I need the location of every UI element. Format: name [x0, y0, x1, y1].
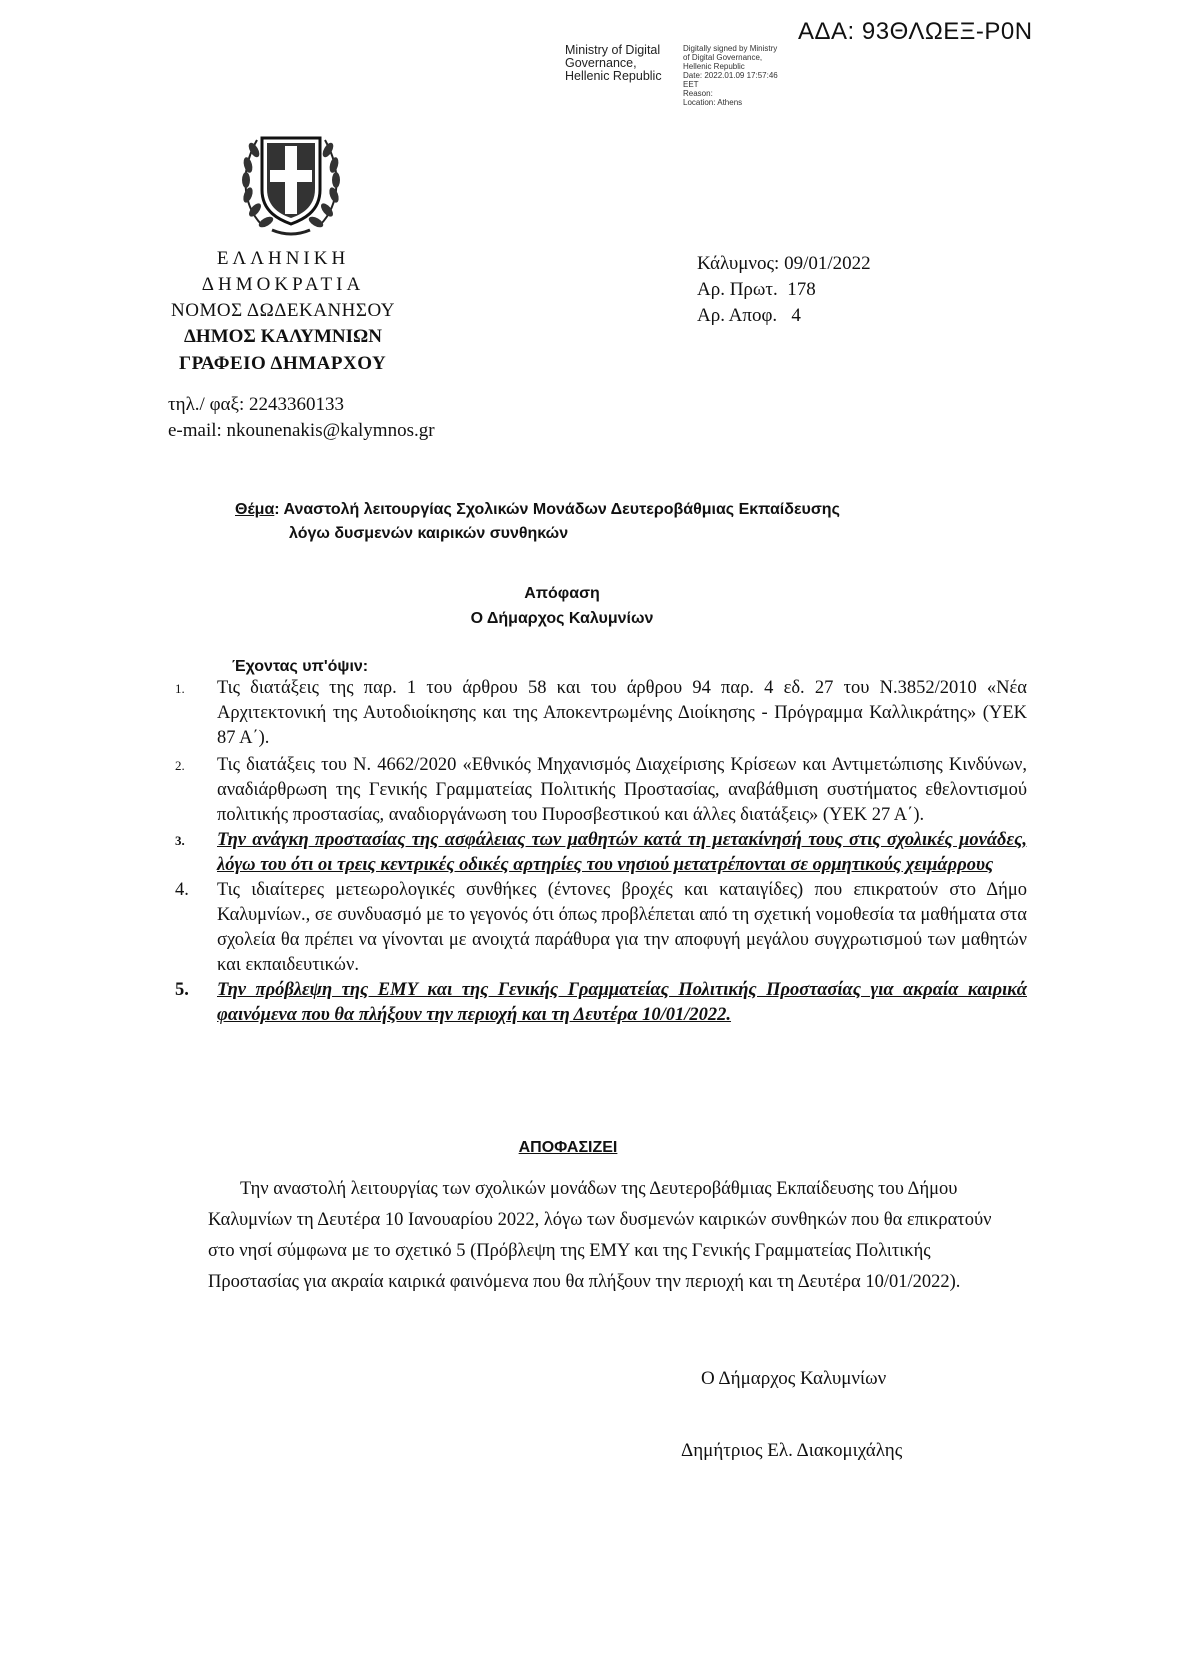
municipality: ΔΗΜΟΣ ΚΑΛΥΜΝΙΩΝ — [184, 326, 382, 347]
list-item — [175, 753, 1027, 828]
signature-detail-line: Digitally signed by Ministry — [683, 44, 778, 53]
list-item-text: Τις ιδιαίτερες μετεωρολογικές συνθήκες (έντονες βροχές και καταιγίδες) που επικρατούν στο Δήμο Καλυμνίων., σε συνδυασμό με το γεγονός ότι όπως προβλέπεται από τη σχετική νομοθεσία τα μαθήματα στα σχολεία θα πρέπει να γίνονται με ανοιχτά παράθυρα για την αποφυγή μεγάλου συγχρωτισμού των μαθητών και εκπαιδευτικών. — [217, 880, 1027, 975]
ada-code: ΑΔΑ: 93ΘΛΩΕΞ-Ρ0Ν — [798, 18, 1033, 45]
list-item-number: 2. — [175, 758, 185, 773]
signature-detail-line: of Digital Governance, — [683, 53, 763, 62]
list-item-text: Τις διατάξεις της παρ. 1 του άρθρου 58 και του άρθρου 94 παρ. 4 εδ. 27 του Ν.3852/2010 «Νέα Αρχιτεκτονική της Αυτοδιοίκησης και της Αποκεντρωμένης Διοίκησης - Πρόγραμμα Καλλικράτης» (ΥΕΚ 87 Α΄). — [217, 678, 1027, 748]
mayor-title: Ο Δήμαρχος Καλυμνίων — [470, 610, 654, 627]
decision-text: Την αναστολή λειτουργίας των σχολικών μονάδων της Δευτεροβάθμιας Εκπαίδευσης του Δήμου Καλυμνίων τη Δευτέρα 10 Ιανουαρίου 2022, λόγω των δυσμενών καιρικών συνθηκών που θα επικρατούν στο νησί σύμφωνα με το σχετικό 5 (Πρόβλεψη της ΕΜΥ και της Γενικής Γραμματείας Πολιτικής Προστασίας για ακραία καιρικά φαινόμενα που θα πλήξουν την περιοχή και τη Δευτέρα 10/01/2022). — [208, 1179, 992, 1292]
prefecture: ΝΟΜΟΣ ΔΩΔΕΚΑΝΗΣΟΥ — [171, 300, 395, 321]
protocol-number: Αρ. Πρωτ. 178 — [697, 279, 816, 300]
considering-label: Έχοντας υπ'όψιν: — [232, 658, 369, 675]
signature-detail-line: Location: Athens — [683, 98, 743, 107]
list-item — [175, 828, 1027, 878]
email-address: e-mail: nkounenakis@kalymnos.gr — [168, 420, 435, 441]
subject-text-2: λόγω δυσμενών καιρικών συνθηκών — [289, 525, 569, 542]
list-item — [175, 676, 1027, 751]
subject-label: Θέμα — [235, 501, 275, 518]
subject-line — [235, 497, 995, 523]
considerations-list — [175, 676, 1027, 1028]
signature-issuer — [565, 44, 662, 83]
greek-coat-of-arms-icon — [232, 120, 350, 240]
issuer-block — [168, 246, 398, 350]
signature-detail-line: Reason: — [683, 89, 713, 98]
list-item-number: 3. — [175, 833, 185, 848]
list-item-text: Τις διατάξεις του Ν. 4662/2020 «Εθνικός Μηχανισμός Διαχείρισης Κρίσεων και Αντιμετώπισης Κινδύνων, αναδιάρθρωση της Γενικής Γραμματείας Πολιτικής Προστασίας, αναβάθμιση συστήματος εθελοντισμού πολιτικής προστασίας, αναδιοργάνωση του Πυροσβεστικού και άλλες διατάξεις» (ΥΕΚ 27 Α΄). — [217, 755, 1027, 825]
signoff-name: Δημήτριος Ελ. Διακομιχάλης — [681, 1440, 903, 1461]
contact-block — [168, 392, 435, 444]
signature-issuer-line: Governance, — [565, 56, 637, 70]
list-item-number: 5. — [175, 980, 189, 1000]
subject-text-1: : Αναστολή λειτουργίας Σχολικών Μονάδων Δευτεροβάθμιας Εκπαίδευσης — [274, 501, 840, 518]
signature-detail-line: Date: 2022.01.09 17:57:46 — [683, 71, 778, 80]
decides-label: ΑΠΟΦΑΣΙΖΕΙ — [518, 1139, 618, 1156]
place-date: Κάλυμνος: 09/01/2022 — [697, 253, 871, 274]
office-name: ΓΡΑΦΕΙΟ ΔΗΜΑΡΧΟΥ — [179, 353, 387, 374]
list-item-number: 4. — [175, 880, 189, 900]
signature-detail-line: Hellenic Republic — [683, 62, 745, 71]
signature-detail-line: EET — [683, 80, 699, 89]
document-reference-block — [697, 251, 871, 329]
signature-details — [683, 44, 778, 107]
list-item-text: Την πρόβλεψη της ΕΜΥ και της Γενικής Γραμματείας Πολιτικής Προστασίας για ακραία καιρικά φαινόμενα που θα πλήξουν την περιοχή και τη Δευτέρα 10/01/2022. — [217, 980, 1027, 1025]
phone-fax: τηλ./ φαξ: 2243360133 — [168, 394, 344, 415]
decision-number: Αρ. Αποφ. 4 — [697, 305, 801, 326]
country-line-1: ΕΛΛΗΝΙΚΗ — [216, 248, 350, 269]
country-line-2: ΔΗΜΟΚΡΑΤΙΑ — [201, 274, 365, 295]
list-item-text: Την ανάγκη προστασίας της ασφάλειας των μαθητών κατά τη μετακίνησή τους στις σχολικές μονάδες, λόγω του ότι οι τρεις κεντρικές οδικές αρτηρίες του νησιού μετατρέπονται σε ορμητικούς χειμάρρους — [217, 830, 1027, 875]
signoff-title: Ο Δήμαρχος Καλυμνίων — [701, 1368, 887, 1389]
decision-title: Απόφαση — [524, 585, 600, 602]
signature-issuer-line: Ministry of Digital — [565, 43, 661, 57]
signature-issuer-line: Hellenic Republic — [565, 69, 662, 83]
list-item — [175, 878, 1027, 978]
list-item-number: 1. — [175, 681, 185, 696]
list-item — [175, 978, 1027, 1028]
